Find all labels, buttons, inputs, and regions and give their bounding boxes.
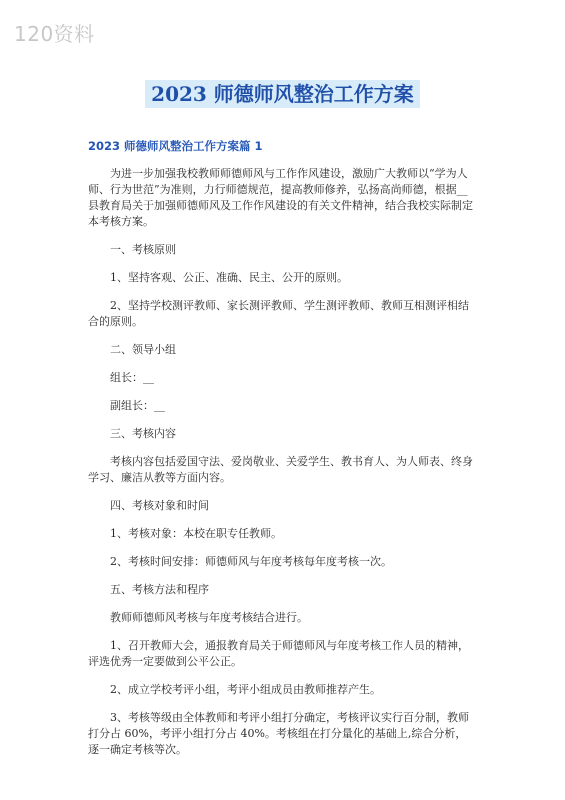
paragraph-methods-intro: 教师师德师风考核与年度考核结合进行。 (110, 611, 308, 624)
paragraph-principle-1: 1、坚持客观、公正、准确、民主、公开的原则。 (110, 271, 348, 284)
heading-targets-and-time: 四、考核对象和时间 (110, 499, 209, 512)
document-title-text: 2023 师德师风整治工作方案 (145, 80, 420, 108)
paragraph-procedure-1: 1、召开教师大会，通报教育局关于师德师风与年度考核工作人员的精神，评选优秀一定要做到公平公正。 (88, 639, 469, 668)
paragraph-deputy-leader: 副组长：__ (110, 399, 165, 412)
document-body (88, 166, 473, 767)
heading-assessment-principles: 一、考核原则 (110, 243, 176, 256)
paragraph-assessment-content: 考核内容包括爱国守法、爱岗敬业、关爱学生、教书育人、为人师表、终身学习、廉洁从教等方面内容。 (88, 455, 473, 484)
paragraph-intro: 为进一步加强我校教师师德师风与工作作风建设，激励广大教师以“学为人师、行为世范”为准则，力行师德规范，提高教师修养，弘扬高尚师德，根据__县教育局关于加强师德师风及工作作风建设的有关文件精神，结合我校实际制定本考核方案。 (88, 167, 473, 228)
section-title: 2023 师德师风整治工作方案篇 1 (88, 139, 263, 153)
paragraph-assessment-targets: 1、考核对象：本校在职专任教师。 (110, 527, 282, 540)
paragraph-principle-2: 2、坚持学校测评教师、家长测评教师、学生测评教师、教师互相测评相结合的原则。 (88, 299, 469, 328)
paragraph-assessment-time: 2、考核时间安排：师德师风与年度考核每年度考核一次。 (110, 555, 392, 568)
heading-leadership-group: 二、领导小组 (110, 343, 176, 356)
paragraph-procedure-2: 2、成立学校考评小组，考评小组成员由教师推荐产生。 (110, 683, 381, 696)
heading-methods-and-procedures: 五、考核方法和程序 (110, 583, 209, 596)
watermark: 120资料 (14, 22, 95, 46)
paragraph-group-leader: 组长：__ (110, 371, 154, 384)
paragraph-procedure-3: 3、考核等级由全体教师和考评小组打分确定，考核评议实行百分制，教师打分占 60%，考评小组打分占 40%。考核组在打分量化的基础上,综合分析，逐一确定考核等次。 (88, 711, 469, 756)
document-title (0, 78, 565, 107)
heading-assessment-content: 三、考核内容 (110, 427, 176, 440)
